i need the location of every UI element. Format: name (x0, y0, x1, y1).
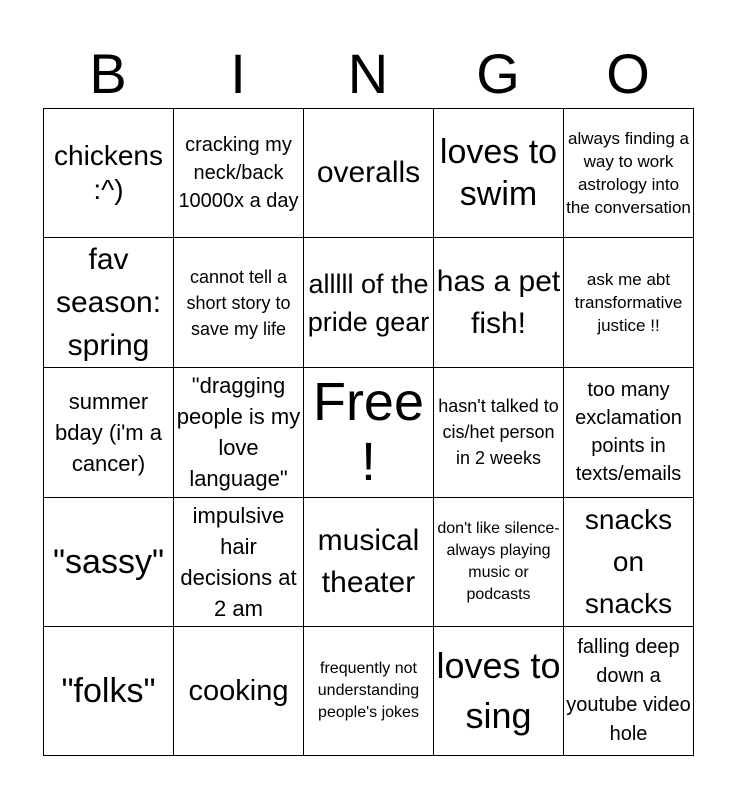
bingo-cell[interactable] (434, 109, 564, 238)
free-space: Free! (312, 372, 425, 493)
cell-text: hasn't talked to cis/het person in 2 weeks (438, 396, 559, 469)
cell-text: "dragging people is my love language" (176, 373, 301, 492)
bingo-header (43, 42, 693, 106)
bingo-cell[interactable] (304, 497, 434, 626)
bingo-cell[interactable] (174, 626, 304, 755)
cell-text: cooking (188, 674, 289, 707)
cell-text: summer bday (i'm a cancer) (55, 388, 162, 476)
bingo-cell[interactable] (304, 626, 434, 755)
cell-text: chickens :^) (54, 140, 163, 206)
cell-text: falling deep down a youtube video hole (566, 635, 691, 745)
bingo-cell[interactable] (304, 368, 434, 497)
bingo-cell[interactable] (174, 109, 304, 238)
cell-text: don't like silence- always playing music or podcasts (437, 519, 560, 603)
header-letter-i: I (230, 42, 246, 105)
bingo-cell[interactable] (174, 238, 304, 368)
header-letter-o: O (606, 42, 650, 105)
bingo-cell[interactable] (564, 626, 694, 755)
cell-text: loves to sing (436, 644, 561, 736)
cell-text: snacks on snacks (584, 503, 673, 619)
cell-text: frequently not understanding people's jokes (317, 659, 420, 721)
bingo-cell[interactable] (174, 368, 304, 497)
bingo-cell[interactable] (44, 626, 174, 755)
cell-text: always finding a way to work astrology into the conversation (566, 129, 691, 218)
bingo-cell[interactable] (44, 368, 174, 497)
bingo-board (43, 108, 694, 756)
cell-text: loves to swim (439, 133, 558, 214)
cell-text: impulsive hair decisions at 2 am (180, 502, 297, 621)
bingo-cell[interactable] (304, 238, 434, 368)
header-letter-b: B (89, 42, 127, 105)
bingo-cell[interactable] (564, 368, 694, 497)
bingo-cell[interactable] (564, 109, 694, 238)
cell-text: cannot tell a short story to save my life (186, 266, 291, 339)
cell-text: overalls (316, 156, 421, 190)
cell-text: cracking my neck/back 10000x a day (178, 134, 299, 213)
cell-text: too many exclamation points in texts/emails (575, 379, 682, 486)
cell-text: ask me abt transformative justice !! (574, 270, 683, 336)
bingo-cell[interactable] (44, 109, 174, 238)
bingo-cell[interactable] (434, 368, 564, 497)
cell-text: has a pet fish! (436, 264, 561, 340)
cell-text: "sassy" (52, 542, 165, 581)
header-letter-g: G (476, 42, 520, 105)
bingo-cell[interactable] (44, 497, 174, 626)
board-row (44, 368, 694, 497)
cell-text: "folks" (61, 671, 156, 710)
bingo-cell[interactable] (44, 238, 174, 368)
header-letter-n: N (347, 42, 389, 105)
bingo-cell[interactable] (564, 238, 694, 368)
bingo-cell[interactable] (304, 109, 434, 238)
board-row (44, 109, 694, 238)
bingo-cell[interactable] (564, 497, 694, 626)
cell-text: alllll of the pride gear (307, 268, 430, 337)
board-row (44, 238, 694, 368)
bingo-cell[interactable] (434, 497, 564, 626)
board-row (44, 626, 694, 755)
bingo-cell[interactable] (434, 626, 564, 755)
board-row (44, 497, 694, 626)
cell-text: fav season: spring (55, 243, 162, 363)
cell-text: musical theater (317, 523, 420, 599)
bingo-cell[interactable] (174, 497, 304, 626)
bingo-cell[interactable] (434, 238, 564, 368)
